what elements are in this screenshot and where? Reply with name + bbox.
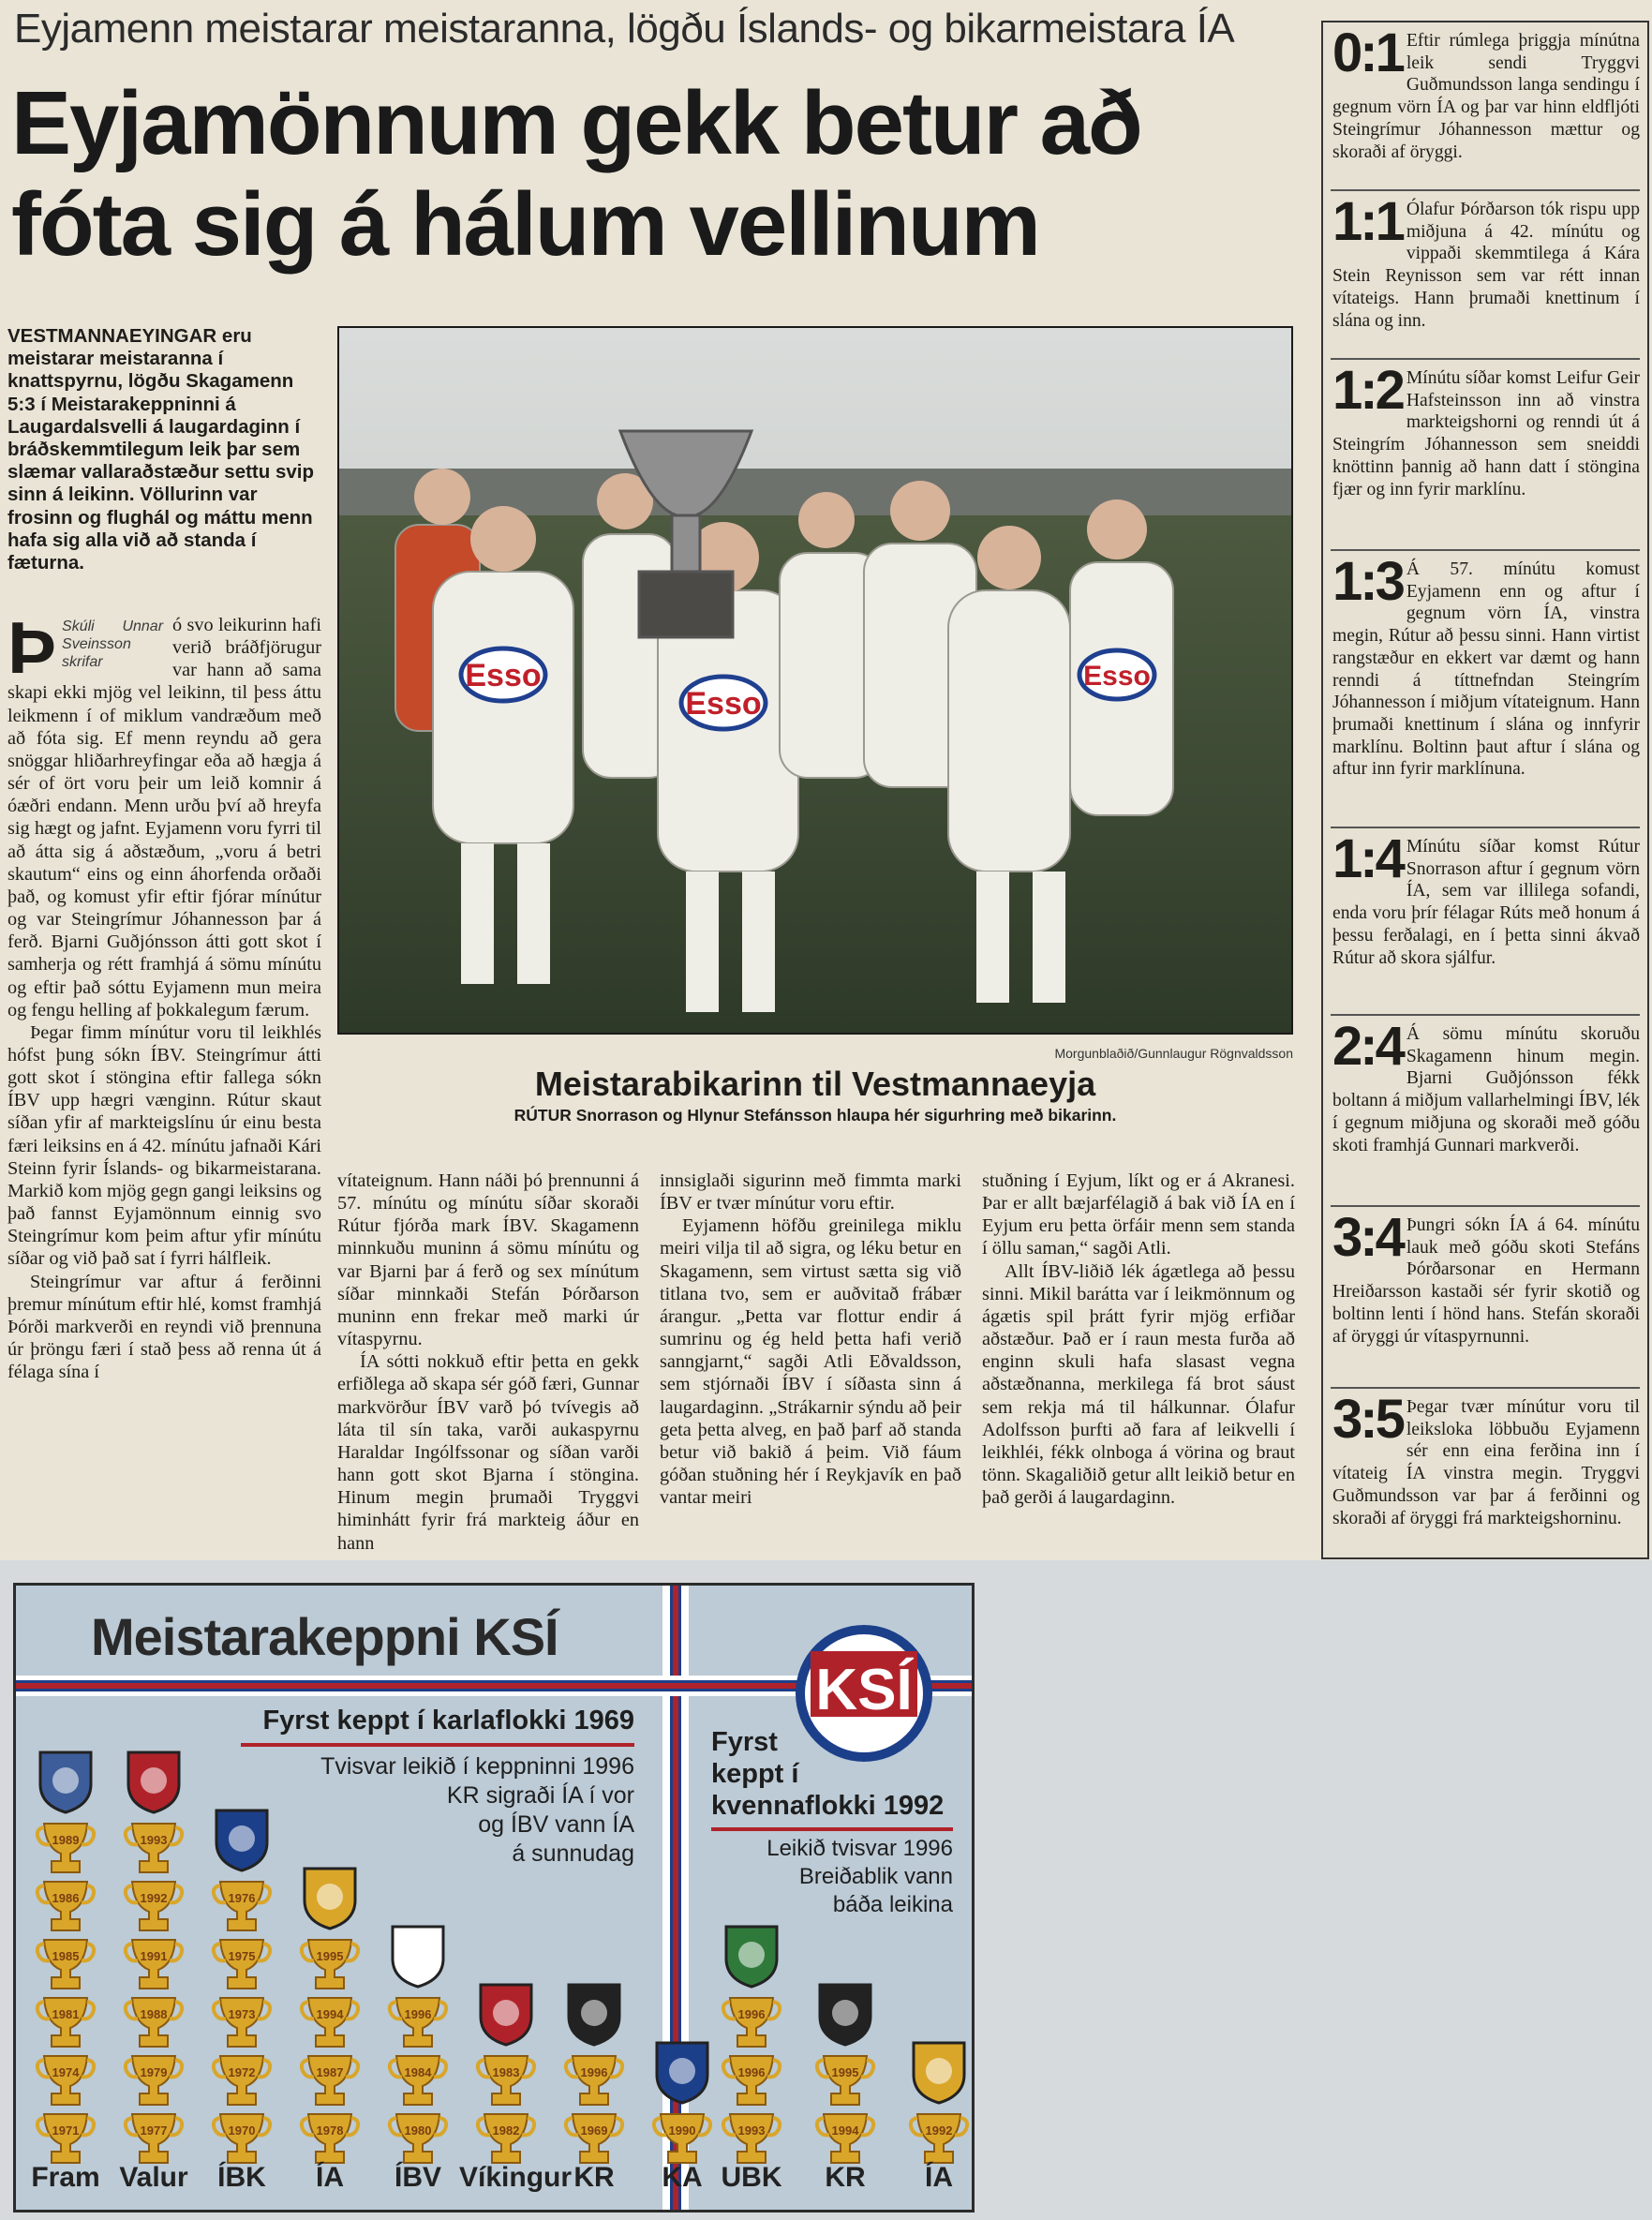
- men-text: [250, 1752, 634, 1869]
- trophy-year: 1985: [52, 1949, 80, 1963]
- women-heading-underline: [711, 1827, 953, 1831]
- ibk-crest-icon: [207, 1805, 276, 1874]
- trophy-year: 1971: [52, 2123, 80, 2138]
- team-label: UBK: [721, 2162, 782, 2193]
- trophy-cup-icon: [906, 2110, 972, 2168]
- kicker-headline: Eyjamenn meistarar meistaranna, lögðu Íslands- og bikarmeistara ÍA: [14, 6, 1235, 52]
- team-label: KA: [662, 2162, 703, 2193]
- lede-paragraph: VESTMANNAEYINGAR eru meistarar meistaranna í knattspyrnu, lögðu Skagamenn 5:3 í Meistarakeppninni á Laugardalsvelli á laugardaginn í bráðskemmtilegum leik þar sem slæmar vallaraðstæður settu svip sinn á leikinn. Völlurinn var frosinn og flughál og máttu menn hafa sig alla við að standa í fæturna.: [7, 325, 314, 574]
- women-text-line: Leikið tvisvar 1996: [766, 1836, 953, 1861]
- goal-description: Á 57. mínútu komust Eyjamenn enn og aftur í gegnum vörn ÍA, vinstra megin, Rútur að þessu sinni. Hann virtist rangstæður en ekkert var dæmt og hann renndi á títtnefndan Steingrím Jóhannesson í miðjum vítateignum. Hann þrumaði knettinum í slána og innfyrir marklínu. Boltinn þaut aftur í slána og aftur inn fyrir marklínuna.: [1332, 559, 1640, 780]
- caption-text: RÚTUR Snorrason og Hlynur Stefánsson hlaupa hér sigurhring með bikarinn.: [513, 1106, 1117, 1125]
- goal-description: Mínútu síðar komst Leifur Geir Hafsteinsson inn að vinstra markteigshorni og renndi út á Steingrím Jóhannesson sem sneiddi knöttinn þannig að hann datt í stöngina fjær og inn fyrir marklínu.: [1332, 368, 1640, 499]
- trophy-year: 1973: [228, 2007, 256, 2021]
- trophy-cup-icon: [33, 1820, 98, 1878]
- photo-illustration: [339, 328, 1291, 1033]
- fram-crest-icon: [31, 1747, 100, 1816]
- trophy-cup-icon: [121, 1878, 186, 1936]
- article-column-3: [660, 1170, 961, 1509]
- team-label: ÍA: [925, 2162, 953, 2193]
- trophy-cup-icon: [561, 2110, 627, 2168]
- trophy-cup-icon: [812, 2052, 878, 2110]
- body-paragraph-8: stuðning í Eyjum, líkt og er á Akranesi. Þar er allt bæjarfélagið á bak við ÍA en í Eyjum eru þetta örfáir menn sem standa í öllu saman,“ sagði Atli.: [982, 1170, 1295, 1259]
- goal-entry: [1332, 1016, 1640, 1156]
- trophy-year: 1972: [228, 2065, 256, 2079]
- trophy-cup-icon: [121, 1820, 186, 1878]
- body-paragraph-7: Eyjamenn höfðu greinilega miklu meiri vilja til að sigra, og léku betur en Skagamenn, sem virtust sætta sig við titlana tvo, sem er auðvitað frábær árangur. „Þetta var flottur endir á sumrinu og ég held þetta hafi verið sanngjarnt,“ sagði Atli Eðvaldsson, sem stjórnaði ÍBV í síðasta sinn á laugardaginn. „Strákarnir sýndu að þeir geta þetta alveg, en það þarf að standa betur við bakið á þeim. Við fáum góðan stuðning hér í Reykjavík en það vantar meiri: [660, 1215, 961, 1509]
- trophy-year: 1989: [52, 1833, 80, 1847]
- trophy-year: 1983: [492, 2065, 520, 2079]
- team-celebration-photo: [337, 326, 1293, 1035]
- trophy-cup-icon: [297, 1936, 363, 1994]
- goal-description: Þungri sókn ÍA á 64. mínútu lauk með góðu skoti Stefáns Þórðarsonar en Hermann Hreiðarsson kastaði sér fyrir skotið og boltinn lenti í hönd hans. Stefán skoraði af öryggi úr vítaspyrnunni.: [1332, 1215, 1640, 1347]
- trophy-cup-icon: [812, 2110, 878, 2168]
- trophy-year: 1984: [404, 2065, 432, 2079]
- men-text-line: á sunnudag: [512, 1840, 634, 1867]
- trophy-cup-icon: [649, 2110, 715, 2168]
- team-label: Víkingur: [459, 2162, 573, 2193]
- goal-score: 2:4: [1332, 1016, 1403, 1077]
- goal-description: Mínútu síðar komst Rútur Snorrason aftur í gegnum vörn ÍA, sem var illilega sofandi, enda voru þrír félagar Rúts með honum á þessu ferðalagi, en í þetta sinni ákvað Rútur að skora sjálfur.: [1332, 837, 1640, 968]
- trophy-cup-icon: [209, 1878, 275, 1936]
- women-text-line: Breiðablik vann: [798, 1864, 953, 1889]
- trophy-year: 1993: [140, 1833, 168, 1847]
- trophy-year: 1978: [316, 2123, 344, 2138]
- trophy-year: 1981: [52, 2007, 80, 2021]
- trophy-cup-icon: [297, 2110, 363, 2168]
- goal-entry: [1332, 22, 1640, 163]
- trophy-year: 1996: [580, 2065, 608, 2079]
- trophy-year: 1996: [737, 2065, 766, 2079]
- trophy-cup-icon: [121, 2110, 186, 2168]
- goal-entry: [1332, 360, 1640, 500]
- goal-description: Ólafur Þórðarson tók rispu upp miðjuna á 42. mínútu og vippaði skemmtilega á Kára Stein Reynisson sem var rétt innan vítateigs. Hann þrumaði knettinum í slána og inn.: [1332, 200, 1640, 331]
- photo-credit: Morgunblaðið/Gunnlaugur Rögnvaldsson: [1054, 1046, 1293, 1061]
- trophy-year: 1992: [925, 2123, 953, 2138]
- main-headline: Eyjamönnum gekk betur að fóta sig á hálum vellinum: [11, 73, 1141, 275]
- trophy-year: 1995: [831, 2065, 859, 2079]
- goal-entry: [1332, 551, 1640, 781]
- trophy-cup-icon: [209, 2110, 275, 2168]
- goal-description: Á sömu mínútu skoruðu Skagamenn hinum megin. Bjarni Guðjónsson fékk boltann á miðjum vallarhelmingi ÍBV, lék í gegnum miðjuna og skoraði með góðu skoti framhjá Gunnari markverði.: [1332, 1024, 1640, 1155]
- body-paragraph-5: ÍA sótti nokkuð eftir þetta en gekk erfiðlega að skapa sér góð færi, Gunnar markvörður ÍBV varð þó tvívegis að láta til sín taka, varði aukaspyrnu Haraldar Ingólfssonar og síðan varði hann gott skot Bjarna í stöngina. Hinum megin þrumaði Tryggvi himinhátt fyrir frá markteig áður en hann: [337, 1351, 639, 1554]
- trophy-cup-icon: [121, 1936, 186, 1994]
- ubk-crest-icon: [717, 1921, 786, 1990]
- trophy-year: 1982: [492, 2123, 520, 2138]
- sponsor-logo-3: Esso: [1083, 661, 1151, 692]
- trophy-year: 1993: [737, 2123, 766, 2138]
- goal-score: 3:5: [1332, 1389, 1403, 1450]
- trophy-year: 1995: [316, 1949, 344, 1963]
- trophy-year: 1970: [228, 2123, 256, 2138]
- trophy-year: 1974: [52, 2065, 80, 2079]
- trophy-cup-icon: [209, 2052, 275, 2110]
- trophy-year: 1977: [140, 2123, 168, 2138]
- men-text-line: KR sigraði ÍA í vor: [446, 1782, 634, 1809]
- trophy-cup-icon: [121, 2052, 186, 2110]
- trophy-cup-icon: [719, 2110, 784, 2168]
- team-label: ÍBK: [217, 2162, 266, 2193]
- vikingur-crest-icon: [471, 1979, 541, 2049]
- trophy-cup-icon: [33, 2110, 98, 2168]
- article-column-4: [982, 1170, 1295, 1509]
- women-heading-line: Fyrst: [711, 1727, 778, 1757]
- ibv-crest-icon: [383, 1921, 453, 1990]
- trophy-cup-icon: [297, 2052, 363, 2110]
- trophy-year: 1994: [831, 2123, 859, 2138]
- goal-score: 1:4: [1332, 828, 1403, 889]
- goal-entry: [1332, 191, 1640, 332]
- goal-entry: [1332, 828, 1640, 969]
- trophy-cup-icon: [209, 1994, 275, 2052]
- sponsor-logo-2: Esso: [685, 686, 762, 722]
- trophy-year: 1975: [228, 1949, 256, 1963]
- goal-score: 3:4: [1332, 1207, 1403, 1268]
- sponsor-logo-1: Esso: [465, 658, 542, 693]
- kr-crest-icon: [559, 1979, 629, 2049]
- body-paragraph-6: innsiglaði sigurinn með fimmta marki ÍBV er tvær mínútur voru eftir.: [660, 1170, 961, 1214]
- trophy-year: 1980: [404, 2123, 432, 2138]
- trophy-year: 1979: [140, 2065, 168, 2079]
- team-label: ÍBV: [394, 2162, 441, 2193]
- trophy-cup-icon: [385, 2052, 451, 2110]
- trophy-cup-icon: [33, 1994, 98, 2052]
- men-heading-underline: [241, 1743, 634, 1747]
- team-label: Valur: [119, 2162, 188, 2193]
- women-text: [711, 1835, 953, 1919]
- trophy-cup-icon: [297, 1994, 363, 2052]
- body-paragraph-9: Allt ÍBV-liðið lék ágætlega að þessu sinni. Mikil barátta var í leikmönnum og ágætis spil þrátt fyrir mjög erfiðar aðstæður. Það er í raun mesta furða að enginn skuli hafa slasast vegna aðstæðnanna, merkilega fá brot sáust sem rekja má til hálkunnar. Ólafur Adolfsson þurfti að fara af leikvelli í leikhléi, fékk olnboga á vörina og braut tönn. Skagaliðið getur allt leikið betur en það gerði á laugardaginn.: [982, 1260, 1295, 1509]
- trophy-cup-icon: [33, 1878, 98, 1936]
- caption-title: Meistarabikarinn til Vestmannaeyja: [534, 1065, 1096, 1103]
- trophy-year: 1996: [404, 2007, 432, 2021]
- team-label: Fram: [31, 2162, 100, 2193]
- goals-sidebar: [1321, 21, 1649, 1559]
- trophy-cup-icon: [719, 1994, 784, 2052]
- trophy-year: 1996: [737, 2007, 766, 2021]
- infographic-title: Meistarakeppni KSÍ: [91, 1607, 558, 1666]
- goal-entry: [1332, 1207, 1640, 1348]
- trophy-cup-icon: [385, 2110, 451, 2168]
- women-heading-line: keppt í: [711, 1759, 799, 1789]
- women-heading-line: kvennaflokki 1992: [711, 1791, 945, 1821]
- trophy-cup-icon: [33, 1936, 98, 1994]
- trophy-cup-icon: [473, 2052, 539, 2110]
- trophy-year: 1988: [140, 2007, 168, 2021]
- body-paragraph-3: Steingrímur var aftur á ferðinni þremur mínútum eftir hlé, komst framhjá Þórði markverði en reyndi við þrennuna úr þröngu færi í stað þess að renna út á félaga sína í: [7, 1271, 321, 1383]
- team-label: KR: [825, 2162, 866, 2193]
- trophy-year: 1990: [668, 2123, 696, 2138]
- trophy-year: 1987: [316, 2065, 344, 2079]
- trophy-year: 1994: [316, 2007, 344, 2021]
- trophy-cup-icon: [473, 2110, 539, 2168]
- team-label: KR: [573, 2162, 615, 2193]
- article-column-1: [7, 606, 321, 1383]
- ia-crest-icon: [904, 2037, 974, 2107]
- women-heading: [711, 1726, 955, 1822]
- ksi-logo-text: KSÍ: [815, 1658, 913, 1722]
- men-text-line: og ÍBV vann ÍA: [478, 1811, 634, 1838]
- goal-description: Eftir rúmlega þriggja mínútna leik sendi Tryggvi Guðmundsson langa sendingu í gegnum vörn ÍA og þar var hinn eldfljóti Steingrímur Jóhannesson mættur og skoraði af öryggi.: [1332, 31, 1640, 162]
- goal-score: 1:1: [1332, 191, 1403, 252]
- body-paragraph-4: vítateignum. Hann náði þó þrennunni á 57. mínútu og mínútu síðar skoraði Rútur fjórða mark ÍBV. Skagamenn minnkuðu muninn á sömu mínútu og var Bjarni þar á ferð og sex mínútum síðar minnkaði Stefán Þórðarson muninn enn frekar með marki úr vítaspyrnu.: [337, 1170, 639, 1350]
- men-text-line: Tvisvar leikið í keppninni 1996: [320, 1753, 634, 1780]
- body-paragraph-2: Þegar fimm mínútur voru til leikhlés hófst þung sókn ÍBV. Steingrímur átti gott skot í stöngina eftir fallega sókn ÍBV upp hægri vænginn. Rútur skaut síðan yfir af markteigslínu úr einu besta færi leiksins en á 42. mínútu jafnaði Kári Steinn fyrir Íslands- og bikarmeistarana. Markið kom mjög gegn gangi leiksins og það fannst Eyjamönnum einnig svo Steingrímur kom þeim aftur yfir mínútu síðar og við það sat í fyrri hálfleik.: [7, 1021, 321, 1270]
- women-text-line: báða leikina: [832, 1892, 953, 1917]
- ia-crest-icon: [295, 1863, 365, 1932]
- meistarakeppni-infographic: [13, 1583, 975, 2213]
- goal-score: 1:2: [1332, 360, 1403, 421]
- valur-crest-icon: [119, 1747, 188, 1816]
- trophy-year: 1976: [228, 1891, 256, 1905]
- drop-cap: Þ: [7, 606, 57, 689]
- goal-score: 0:1: [1332, 22, 1403, 83]
- goal-description: Þegar tvær mínútur voru til leiksloka löbbuðu Eyjamenn sér enn eina ferðina inn í vítateig ÍA vinstra megin. Tryggvi Guðmundsson var þar á ferðinni og skoraði af öryggi frá markteigshorninu.: [1332, 1397, 1640, 1528]
- trophy-cup-icon: [33, 2052, 98, 2110]
- trophy-year: 1969: [580, 2123, 608, 2138]
- ka-crest-icon: [647, 2037, 717, 2107]
- article-column-2: [337, 1170, 639, 1555]
- goal-entry: [1332, 1389, 1640, 1529]
- trophy-year: 1986: [52, 1891, 80, 1905]
- byline: Skúli Unnar Sveinsson skrifar: [62, 618, 164, 670]
- goal-score: 1:3: [1332, 551, 1403, 612]
- trophy-cup-icon: [385, 1994, 451, 2052]
- trophy-year: 1991: [140, 1949, 168, 1963]
- trophy-year: 1992: [140, 1891, 168, 1905]
- trophy-cup-icon: [719, 2052, 784, 2110]
- trophy-cup-icon: [561, 2052, 627, 2110]
- trophy-cup-icon: [209, 1936, 275, 1994]
- team-label: ÍA: [316, 2162, 344, 2193]
- trophy-cup-icon: [121, 1994, 186, 2052]
- body-paragraph-1: ó svo leikurinn hafi verið bráðfjörugur var hann að sama skapi ekki mjög vel leikinn, til þess áttu leikmenn í of miklum vandræðum með að fóta sig. Ef menn reyndu að gera snöggar hliðarhreyfingar eða að hægja á sér of ört voru þeir um leið komnir á óæðri endann. Menn urðu því að hreyfa sig hægt og jafnt. Eyjamenn voru fyrri til að átta sig á aðstæðum, „voru á betri skautum“ eins og einn áhorfenda orðaði það, og komust yfir eftir fjórar mínútur og var Steingrímur Jóhannesson þar á ferð. Bjarni Guðjónsson átti gott skot í samherja og rétt framhjá á sömu mínútu og eftir það sóttu Eyjamenn mun meira og fengu helling af þokkalegum færum.: [7, 615, 321, 1021]
- men-heading: Fyrst keppt í karlaflokki 1969: [262, 1706, 634, 1736]
- kr-crest-icon: [811, 1979, 880, 2049]
